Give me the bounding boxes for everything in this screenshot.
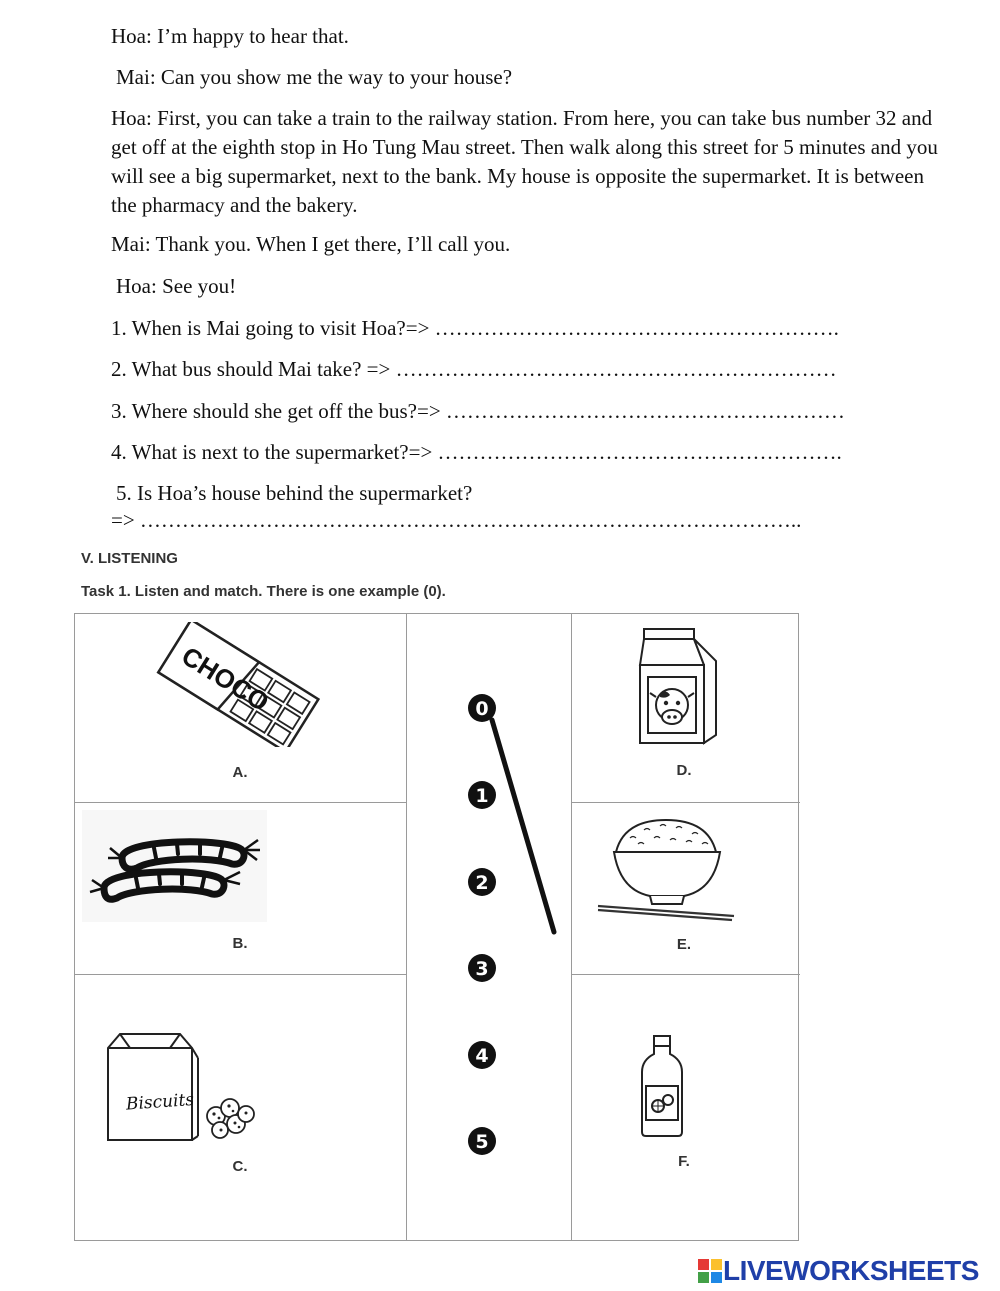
label-b: B. (232, 935, 248, 952)
label-e: E. (676, 936, 692, 953)
number-1: 1 (475, 785, 489, 807)
sausages-icon (82, 810, 267, 922)
question-4: 4. What is next to the supermarket?=> …………………………………………………. (111, 440, 842, 464)
number-1-badge (466, 779, 498, 811)
liveworksheets-logo-icon (697, 1258, 723, 1284)
dialogue-line-2: Mai: Can you show me the way to your house? (116, 65, 513, 89)
dialogue-line-5: Hoa: See you! (116, 274, 237, 298)
dialogue-line-3: Hoa: First, you can take a train to the railway station. From here, you can take bus number 32 and get off at the eighth stop in Ho Tung Mau street. Then walk along this street for 5 minutes and you will see a big supermarket, next to the bank. My house is opposite the supermarket. It is between the pharmacy and the bakery. (111, 106, 938, 217)
label-a: A. (232, 764, 248, 781)
number-0-badge (466, 692, 498, 724)
biscuits-bag-icon (100, 1028, 265, 1148)
number-3: 3 (475, 958, 489, 980)
number-3-badge (466, 952, 498, 984)
liveworksheets-logo (697, 1255, 979, 1287)
chocolate-wrapper-text: CHOCO (176, 640, 275, 718)
biscuits-label-text: Biscuits (125, 1089, 195, 1115)
number-5: 5 (475, 1131, 489, 1153)
logo-text: LIVEWORKSHEETS (723, 1255, 979, 1286)
label-f: F. (678, 1153, 690, 1170)
label-c: C. (232, 1158, 248, 1175)
task-title: Task 1. Listen and match. There is one example (0). (81, 583, 446, 600)
example-match-line (480, 700, 570, 945)
number-2: 2 (475, 872, 489, 894)
juice-bottle-icon (636, 1032, 688, 1140)
number-4: 4 (475, 1045, 489, 1067)
number-5-badge (466, 1125, 498, 1157)
answer-5-line: => ………………………………………………………………………………….. (111, 508, 802, 532)
number-0: 0 (475, 698, 489, 720)
question-5: 5. Is Hoa’s house behind the supermarket? (116, 481, 473, 505)
question-2: 2. What bus should Mai take? => ……………………………………………………… (111, 357, 837, 381)
rice-bowl-icon (594, 812, 739, 924)
label-d: D. (676, 762, 692, 779)
section-title: V. LISTENING (81, 550, 178, 567)
chocolate-bar-icon (155, 622, 330, 747)
number-4-badge (466, 1039, 498, 1071)
question-1: 1. When is Mai going to visit Hoa?=> …………………………………………………. (111, 316, 839, 340)
dialogue-line-4: Mai: Thank you. When I get there, I’ll call you. (111, 232, 511, 256)
dialogue-line-1: Hoa: I’m happy to hear that. (111, 24, 349, 48)
milk-carton-icon (636, 625, 726, 747)
question-3: 3. Where should she get off the bus?=> ………………………………………………… (111, 399, 845, 423)
number-2-badge (466, 866, 498, 898)
